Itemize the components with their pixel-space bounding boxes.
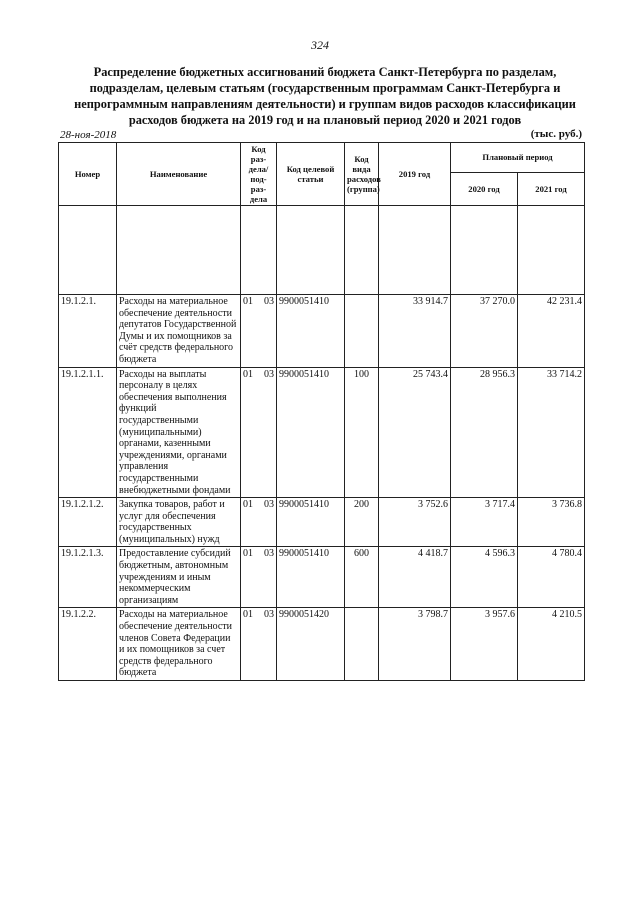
row-name: Предоставление субсидий бюджетным, автономным учреждениям и иным некоммерческим организациям xyxy=(117,547,241,608)
header-2019: 2019 год xyxy=(379,143,451,206)
row-value-2021: 3 736.8 xyxy=(518,498,585,547)
row-number: 19.1.2.2. xyxy=(59,608,117,681)
row-section-code xyxy=(241,608,277,681)
row-group-code: 200 xyxy=(345,498,379,547)
header-group: Код вида расходов (группа) xyxy=(345,143,379,206)
table-spacer-row xyxy=(59,206,585,295)
units-label: (тыс. руб.) xyxy=(530,128,582,140)
row-value-2020: 3 717.4 xyxy=(451,498,518,547)
row-group-code xyxy=(345,295,379,368)
header-2020: 2020 год xyxy=(451,172,518,205)
table-row xyxy=(59,608,585,681)
row-target-code: 9900051420 xyxy=(277,608,345,681)
section-code: 01 xyxy=(243,499,253,511)
table-row xyxy=(59,367,585,498)
row-value-2021: 33 714.2 xyxy=(518,367,585,498)
header-2021: 2021 год xyxy=(518,172,585,205)
header-section: Код раз-дела/ под-раз-дела xyxy=(241,143,277,206)
row-value-2020: 28 956.3 xyxy=(451,367,518,498)
document-title: Распределение бюджетных ассигнований бюджета Санкт-Петербурга по разделам, подразделам, целевым статьям (государственным программам Санкт-Петербурга и непрограммным направлениям деятельности) и группам видов расходов классификации расходов бюджета на 2019 год и на плановый период 2020 и 2021 годов xyxy=(74,65,576,127)
row-target-code: 9900051410 xyxy=(277,498,345,547)
section-code: 01 xyxy=(243,548,253,560)
row-name: Расходы на материальное обеспечение деятельности депутатов Государственной Думы и их помощников за счёт средств федерального бюджета xyxy=(117,295,241,368)
table-row xyxy=(59,295,585,368)
subsection-code: 03 xyxy=(264,296,274,307)
row-value-2019: 25 743.4 xyxy=(379,367,451,498)
row-target-code: 9900051410 xyxy=(277,367,345,498)
row-value-2021: 4 210.5 xyxy=(518,608,585,681)
row-target-code: 9900051410 xyxy=(277,295,345,368)
row-name: Расходы на выплаты персоналу в целях обеспечения выполнения функций государственными (муниципальными) органами, казенными учреждениями, органами управления государственными внебюджетными фондами xyxy=(117,367,241,498)
row-number: 19.1.2.1.1. xyxy=(59,367,117,498)
subsection-code: 03 xyxy=(264,548,274,560)
row-value-2019: 4 418.7 xyxy=(379,547,451,608)
page-number: 324 xyxy=(311,38,329,52)
row-name: Закупка товаров, работ и услуг для обеспечения государственных (муниципальных) нужд xyxy=(117,498,241,547)
document-date: 28-ноя-2018 xyxy=(60,129,117,141)
section-code: 01 xyxy=(243,368,253,380)
row-group-code: 100 xyxy=(345,367,379,498)
row-value-2020: 37 270.0 xyxy=(451,295,518,368)
row-value-2021: 4 780.4 xyxy=(518,547,585,608)
row-number: 19.1.2.1.3. xyxy=(59,547,117,608)
subsection-code: 03 xyxy=(264,609,274,621)
row-value-2021: 42 231.4 xyxy=(518,295,585,368)
header-planned-period: Плановый период xyxy=(451,143,585,173)
header-name: Наименование xyxy=(117,143,241,206)
row-section-code xyxy=(241,295,277,368)
header-number: Номер xyxy=(59,143,117,206)
row-section-code xyxy=(241,367,277,498)
row-group-code xyxy=(345,608,379,681)
row-value-2019: 33 914.7 xyxy=(379,295,451,368)
row-value-2019: 3 752.6 xyxy=(379,498,451,547)
subsection-code: 03 xyxy=(264,368,274,380)
row-value-2020: 4 596.3 xyxy=(451,547,518,608)
row-number: 19.1.2.1. xyxy=(59,295,117,368)
subsection-code: 03 xyxy=(264,499,274,511)
row-number: 19.1.2.1.2. xyxy=(59,498,117,547)
row-group-code: 600 xyxy=(345,547,379,608)
section-code: 01 xyxy=(243,609,253,621)
row-section-code xyxy=(241,498,277,547)
row-name: Расходы на материальное обеспечение деятельности членов Совета Федерации и их помощников за счет средств федерального бюджета xyxy=(117,608,241,681)
row-value-2020: 3 957.6 xyxy=(451,608,518,681)
row-value-2019: 3 798.7 xyxy=(379,608,451,681)
row-target-code: 9900051410 xyxy=(277,547,345,608)
table-row xyxy=(59,498,585,547)
table-row xyxy=(59,547,585,608)
header-target: Код целевой статьи xyxy=(277,143,345,206)
section-code: 01 xyxy=(243,296,253,307)
budget-table xyxy=(58,142,585,681)
row-section-code xyxy=(241,547,277,608)
